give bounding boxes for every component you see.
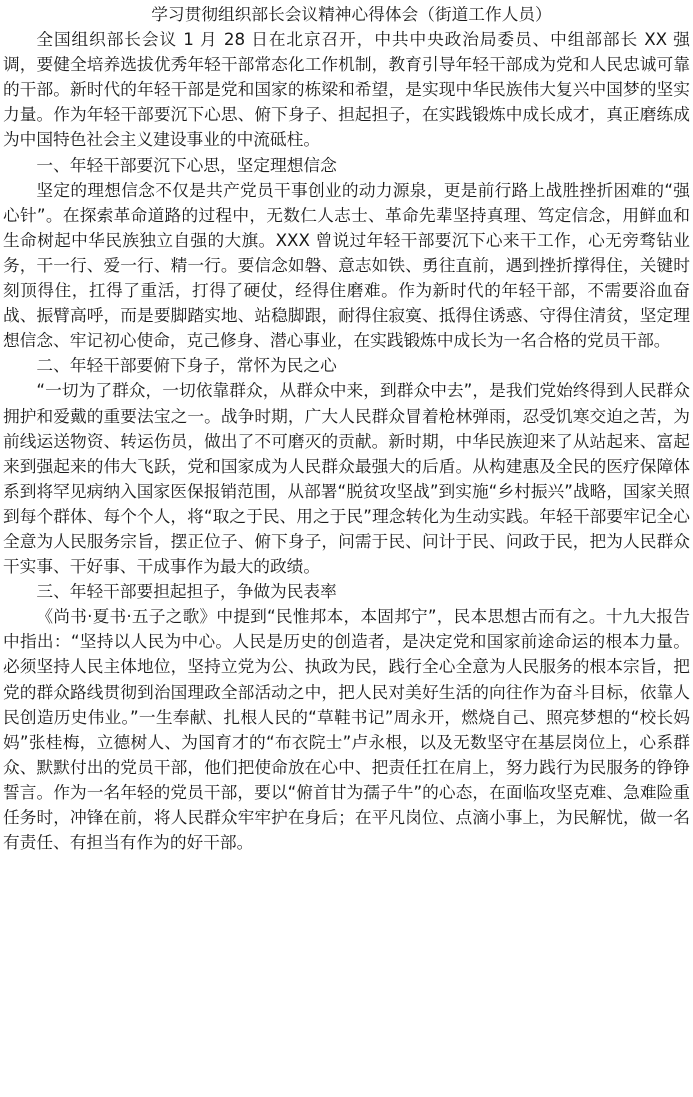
section-body-2: “一切为了群众，一切依靠群众，从群众中来，到群众中去”，是我们党始终得到人民群众拥护和爱戴的重要法宝之一。战争时期，广大人民群众冒着枪林弹雨，忍受饥寒交迫之苦，为前线运送物资、转运伤员，做出了不可磨灭的贡献。新时期，中华民族迎来了从站起来、富起来到强起来的伟大飞跃，党和国家成为人民群众最强大的后盾。从构建惠及全民的医疗保障体系到将罕见病纳入国家医保报销范围，从部署“脱贫攻坚战”到实施“乡村振兴”战略，国家关照到每个群体、每个个人，将“取之于民、用之于民”理念转化为生动实践。年轻干部要牢记全心全意为人民服务宗旨，摆正位子、俯下身子，问需于民、问计于民、问政于民，把为人民群众干实事、干好事、干成事作为最大的政绩。 [3,380,690,577]
section-heading-1: 一、年轻干部要沉下心思，坚定理想信念 [36,154,337,175]
section-heading-2: 二、年轻干部要俯下身子，常怀为民之心 [36,355,337,376]
section-heading-3: 三、年轻干部要担起担子，争做为民表率 [36,581,337,602]
section-body-3: 《尚书·夏书·五子之歌》中提到“民惟邦本，本固邦宁”，民本思想古而有之。十九大报告中指出：“坚持以人民为中心。人民是历史的创造者，是决定党和国家前途命运的根本力量。必须坚持人民主体地位，坚持立党为公、执政为民，践行全心全意为人民服务的根本宗旨，把党的群众路线贯彻到治国理政全部活动之中，把人民对美好生活的向往作为奋斗目标，依靠人民创造历史伟业。”一生奉献、扎根人民的“草鞋书记”周永开，燃烧自己、照亮梦想的“校长妈妈”张桂梅，立德树人、为国育才的“布衣院士”卢永根，以及无数坚守在基层岗位上，心系群众、默默付出的党员干部，他们把使命放在心中、把责任扛在肩上，努力践行为民服务的铮铮誓言。作为一名年轻的党员干部，要以“俯首甘为孺子牛”的心态，在面临攻坚克难、急难险重任务时，冲锋在前，将人民群众牢牢护在身后；在平凡岗位、点滴小事上，为民解忧，做一名有责任、有担当有作为的好干部。 [3,606,690,853]
section-body-1: 坚定的理想信念不仅是共产党员干事创业的动力源泉，更是前行路上战胜挫折困难的“强心针”。在探索革命道路的过程中，无数仁人志士、革命先辈坚持真理、笃定信念，用鲜血和生命树起中华民族独立自强的大旗。XXX 曾说过年轻干部要沉下心来干工作，心无旁骛钻业务，干一行、爱一行、精一行。要信念如磐、意志如铁、勇往直前，遇到挫折撑得住，关键时刻顶得住，扛得了重活，打得了硬仗，经得住磨难。作为新时代的年轻干部，不需要浴血奋战、振臂高呼，而是要脚踏实地、站稳脚跟，耐得住寂寞、抵得住诱惑、守得住清贫，坚定理想信念、牢记初心使命，克己修身、潜心事业，在实践锻炼中成长为一名合格的党员干部。 [3,179,690,351]
intro-paragraph: 全国组织部长会议 1 月 28 日在北京召开，中共中央政治局委员、中组部部长 XX 强调，要健全培养选拔优秀年轻干部常态化工作机制，教育引导年轻干部成为党和人民忠诚可靠的干部。新时代的年轻干部是党和国家的栋梁和希望，是实现中华民族伟大复兴中国梦的坚实力量。作为年轻干部要沉下心思、俯下身子、担起担子，在实践锻炼中成长成才，真正磨练成为中国特色社会主义建设事业的中流砥柱。 [3,29,690,150]
document-title: 学习贯彻组织部长会议精神心得体会（街道工作人员） [151,4,552,24]
